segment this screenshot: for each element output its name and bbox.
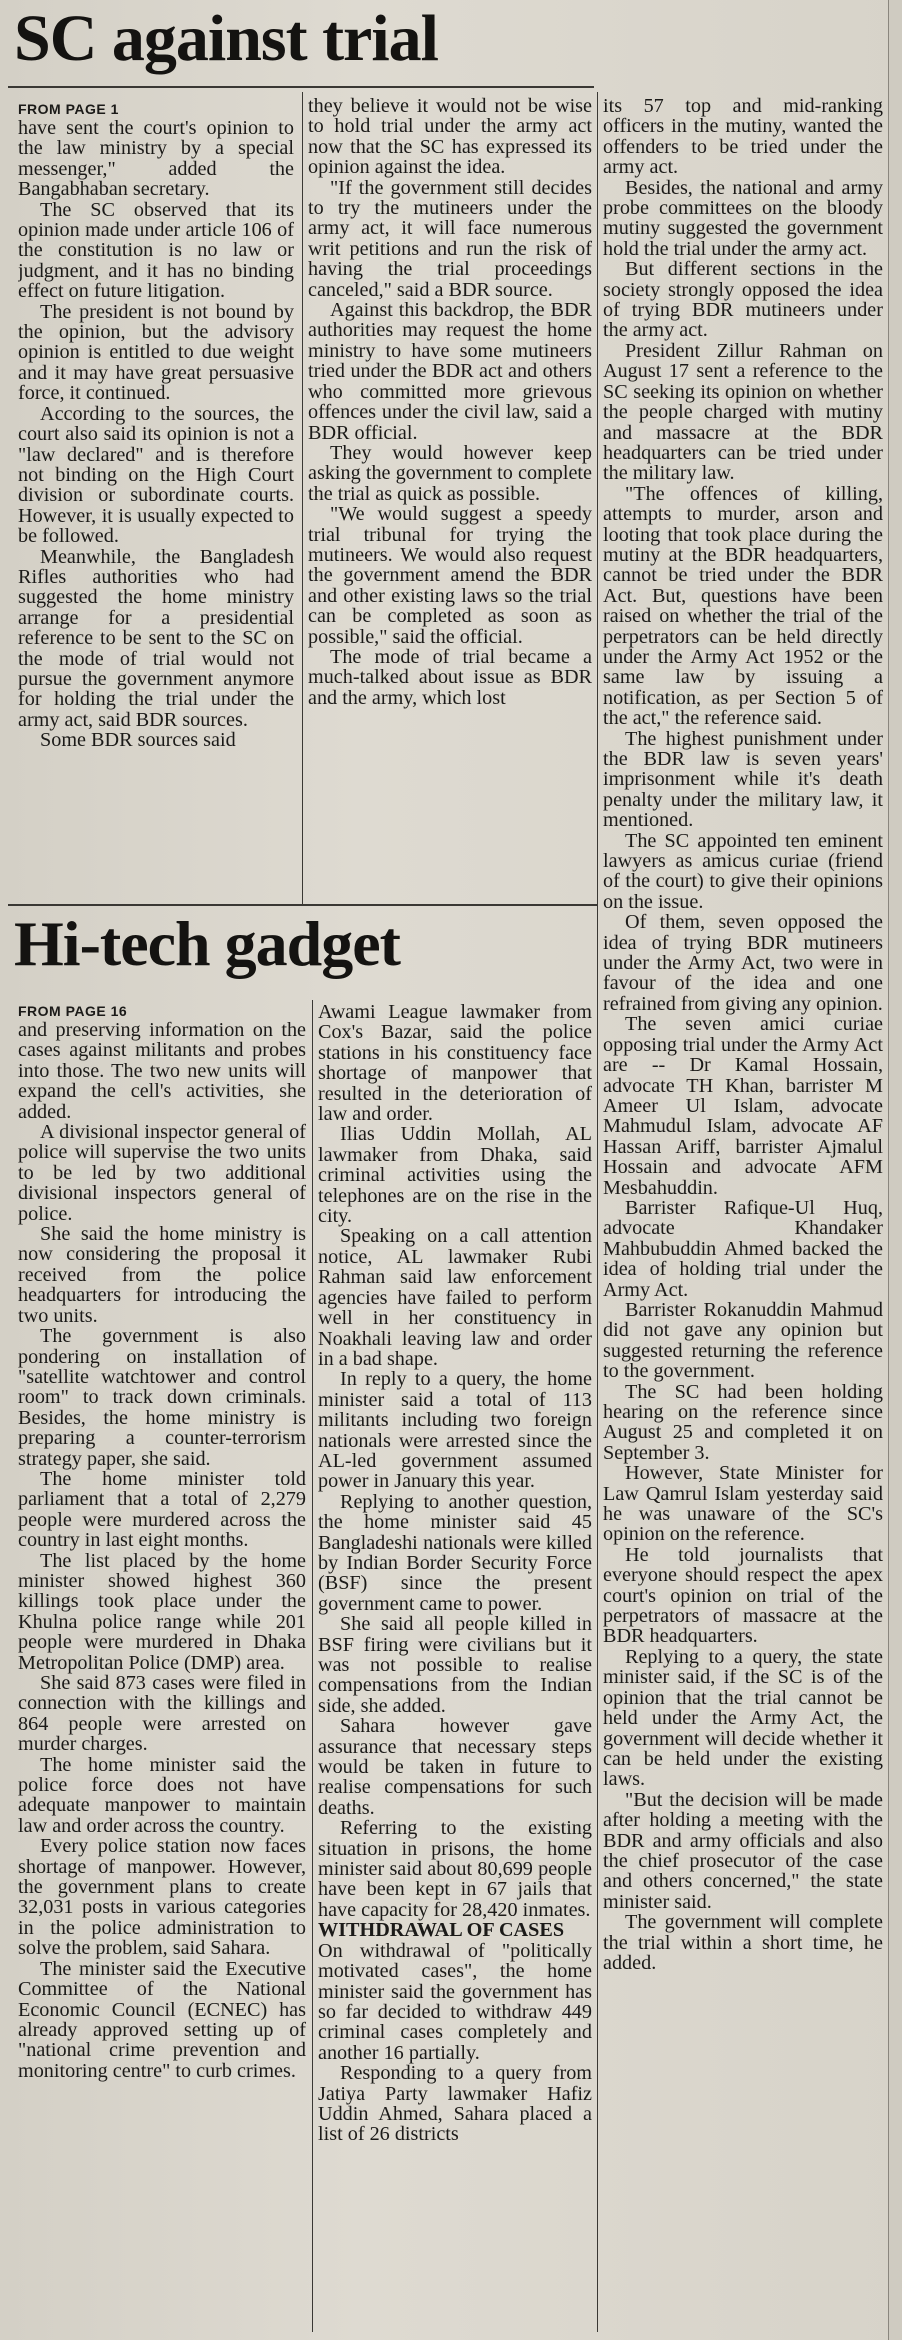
paragraph: The SC had been holding hearing on the reference since August 25 and completed it on September 3. — [603, 1380, 883, 1464]
paragraph: Some BDR sources said — [40, 729, 236, 752]
paragraph: She said all people killed in BSF firing were civilians but it was not possible to realise compensations from the Indian side, she added. — [318, 1613, 592, 1717]
paragraph: Barrister Rafique-Ul Huq, advocate Khandaker Mahbubuddin Ahmed backed the idea of holding trial under the Army Act. — [603, 1196, 883, 1301]
paragraph: The mode of trial became a much-talked about issue as BDR and the army, which lost — [308, 645, 592, 709]
story1-column-1 — [18, 100, 294, 900]
paragraph: Of them, seven opposed the idea of trying BDR mutineers under the Army Act, two were in favour of the idea and one refrained from giving any opinion. — [603, 911, 883, 1015]
paragraph: Replying to a query, the state minister said, if the SC is of the opinion that the trial cannot be held under the Army Act, the government will decide whether it can be held under the existing laws. — [603, 1645, 883, 1791]
paragraph: The highest punishment under the BDR law is seven years' imprisonment while it's death penalty under the military law, it mentioned. — [603, 727, 883, 832]
story1-col-divider-1 — [302, 92, 303, 904]
story2-top-rule — [8, 904, 598, 906]
paragraph: Every police station now faces shortage of manpower. However, the government plans to create 32,031 posts in various categories in the police administration to solve the problem, said Sahara. — [18, 1835, 306, 1960]
story1-top-rule — [8, 86, 594, 88]
paragraph: They would however keep asking the government to complete the trial as quick as possible. — [308, 441, 592, 505]
story1-col-divider-2 — [597, 92, 598, 2332]
paragraph: However, State Minister for Law Qamrul Islam yesterday said he was unaware of the SC's opinion on the reference. — [603, 1462, 883, 1546]
paragraph: He told journalists that everyone should respect the apex court's opinion on trial of the perpetrators of massacre at the BDR headquarters. — [603, 1543, 883, 1648]
paragraph: According to the sources, the court also said its opinion is not a "law declared" and is therefore not binding on the High Court division or subordinate courts. However, it is usually expected to be followed. — [18, 402, 294, 548]
paragraph: Besides, the national and army probe committees on the bloody mutiny suggested the government hold the trial under the army act. — [603, 176, 883, 260]
story2-col2-after-body — [318, 1941, 592, 2145]
paragraph: have sent the court's opinion to the law ministry by a special messenger," added the Bangabhaban secretary. — [18, 117, 294, 201]
story1-col3-body — [603, 96, 883, 1973]
paragraph: The home minister told parliament that a total of 2,279 people were murdered across the country in last eight months. — [18, 1467, 306, 1552]
paragraph: Ilias Uddin Mollah, AL lawmaker from Dhaka, said criminal activities using the telephones are on the rise in the city. — [318, 1123, 592, 1228]
paragraph: The president is not bound by the opinion, but the advisory opinion is entitled to due weight and it may have great persuasive force, it continued. — [18, 300, 294, 405]
paragraph: She said 873 cases were filed in connection with the killings and 864 people were arrested on murder charges. — [18, 1672, 306, 1756]
paragraph: The seven amici curiae opposing trial under the Army Act are -- Dr Kamal Hossain, advocate TH Khan, barrister M Ameer Ul Islam, advocate Mahmudul Islam, advocate AF Hassan Ariff, barrister Ajmalul Hossain and advocate AFM Mesbahuddin. — [603, 1013, 883, 1199]
paragraph: The government is also pondering on installation of "satellite watchtower and control room" to track down criminals. Besides, the home ministry is preparing a counter-terrorism strategy paper, she said. — [18, 1325, 306, 1470]
story1-column-3 — [603, 96, 883, 2328]
paragraph: The SC appointed ten eminent lawyers as amicus curiae (friend of the court) to give their opinions on the issue. — [603, 829, 883, 913]
paragraph: Referring to the existing situation in prisons, the home minister said about 80,699 people have been kept in 67 jails that have capacity for 28,420 inmates. — [318, 1817, 592, 1921]
story2-column-1 — [18, 1002, 306, 2332]
paragraph: Sahara however gave assurance that necessary steps would be taken in future to realise compensations for such deaths. — [318, 1715, 592, 1819]
paragraph: Against this backdrop, the BDR authorities may request the home ministry to have some mutineers tried under the BDR act and others who committed more grievous offences under the civil law, said a BDR official. — [308, 299, 592, 444]
paragraph: they believe it would not be wise to hold trial under the army act now that the SC has expressed its opinion against the idea. — [308, 96, 592, 179]
paragraph: In reply to a query, the home minister said a total of 113 militants including two foreign nationals were arrested since the AL-led government assumed power in January this year. — [318, 1368, 592, 1493]
story2-col-divider-1 — [312, 1000, 313, 2332]
story2-col1-body — [18, 1020, 306, 2081]
story1-headline: SC against trial — [14, 2, 439, 75]
paragraph: The SC observed that its opinion made under article 106 of the constitution is no law or judgment, and it has no binding effect on future litigation. — [18, 198, 294, 303]
paragraph: "If the government still decides to try the mutineers under the army act, it will face numerous writ petitions and run the risk of having the trial proceedings canceled," said a BDR source. — [308, 176, 592, 301]
story2-headline: Hi-tech gadget — [14, 908, 400, 979]
paragraph: "We would suggest a speedy trial tribunal for trying the mutineers. We would also request the government amend the BDR and other existing laws so the trial can be completed as soon as possible," said the official. — [308, 503, 592, 648]
paragraph: "The offences of killing, attempts to murder, arson and looting that took place during the mutiny at the BDR headquarters, cannot be tried under the BDR Act. But, questions have been raised on whether the trial of the perpetrators can be held directly under the Army Act 1952 or the same law by issuing a notification, as per Section 5 of the act," the reference said. — [603, 482, 883, 730]
story1-col1-body — [18, 118, 294, 751]
paragraph: The government will complete the trial within a short time, he added. — [603, 1911, 883, 1974]
paragraph: She said the home ministry is now considering the proposal it received from the police headquarters for introducing the two units. — [18, 1223, 306, 1327]
paragraph: "But the decision will be made after holding a meeting with the BDR and army officials and also the chief prosecutor of the case and others concerned," the state minister said. — [603, 1788, 883, 1913]
paragraph: Barrister Rokanuddin Mahmud did not gave any opinion but suggested returning the reference to the government. — [603, 1298, 883, 1383]
story2-col2-body — [318, 1002, 592, 1920]
paragraph: A divisional inspector general of police will supervise the two units to be led by two additional divisional inspectors general of police. — [18, 1121, 306, 1225]
paragraph: On withdrawal of "politically motivated cases", the home minister said the government has so far decided to withdraw 449 criminal cases completely and another 16 partially. — [318, 1939, 592, 2064]
paragraph: Replying to another question, the home minister said 45 Bangladeshi nationals were killed by Indian Border Security Force (BSF) since the present government came to power. — [318, 1490, 592, 1615]
paragraph: Speaking on a call attention notice, AL lawmaker Rubi Rahman said law enforcement agencies have failed to perform well in her constituency in Noakhali leaving law and order in a bad shape. — [318, 1225, 592, 1370]
paragraph: and preserving information on the cases against militants and probes into those. The two new units will expand the cell's activities, she added. — [18, 1019, 306, 1123]
story1-column-2 — [308, 96, 592, 904]
paragraph: The home minister said the police force does not have adequate manpower to maintain law and order across the country. — [18, 1753, 306, 1837]
paragraph: Awami League lawmaker from Cox's Bazar, said the police stations in his constituency face shortage of manpower that resulted in the deterioration of law and order. — [318, 1002, 592, 1126]
paragraph: President Zillur Rahman on August 17 sent a reference to the SC seeking its opinion on whether the people charged with mutiny and massacre at the BDR headquarters can be tried under the military law. — [603, 339, 883, 485]
story1-col2-body — [308, 96, 592, 708]
story1-dateline: FROM PAGE 1 — [18, 101, 119, 117]
paragraph: The minister said the Executive Committee of the National Economic Council (ECNEC) has already approved setting up of "national crime prevention and monitoring centre" to curb crimes. — [18, 1957, 306, 2082]
adjacent-page-edge — [888, 0, 902, 2340]
paragraph: its 57 top and mid-ranking officers in the mutiny, wanted the offenders to be tried under the army act. — [603, 96, 883, 179]
paragraph: But different sections in the society strongly opposed the idea of trying BDR mutineers under the army act. — [603, 258, 883, 342]
paragraph: Meanwhile, the Bangladesh Rifles authorities who had suggested the home ministry arrange for a presidential reference to be sent to the SC on the mode of trial would not pursue the government anymore for holding the trial under the army act, said BDR sources. — [18, 545, 294, 731]
story2-subhead: WITHDRAWAL OF CASES — [318, 1919, 565, 1942]
story2-dateline: FROM PAGE 16 — [18, 1003, 128, 1019]
paragraph: The list placed by the home minister showed highest 360 killings took place under the Khulna police range while 201 people were murdered in Dhaka Metropolitan Police (DMP) area. — [18, 1549, 306, 1674]
story2-column-2 — [318, 1002, 592, 2332]
paragraph: Responding to a query from Jatiya Party lawmaker Hafiz Uddin Ahmed, Sahara placed a list of 26 districts — [318, 2062, 592, 2146]
